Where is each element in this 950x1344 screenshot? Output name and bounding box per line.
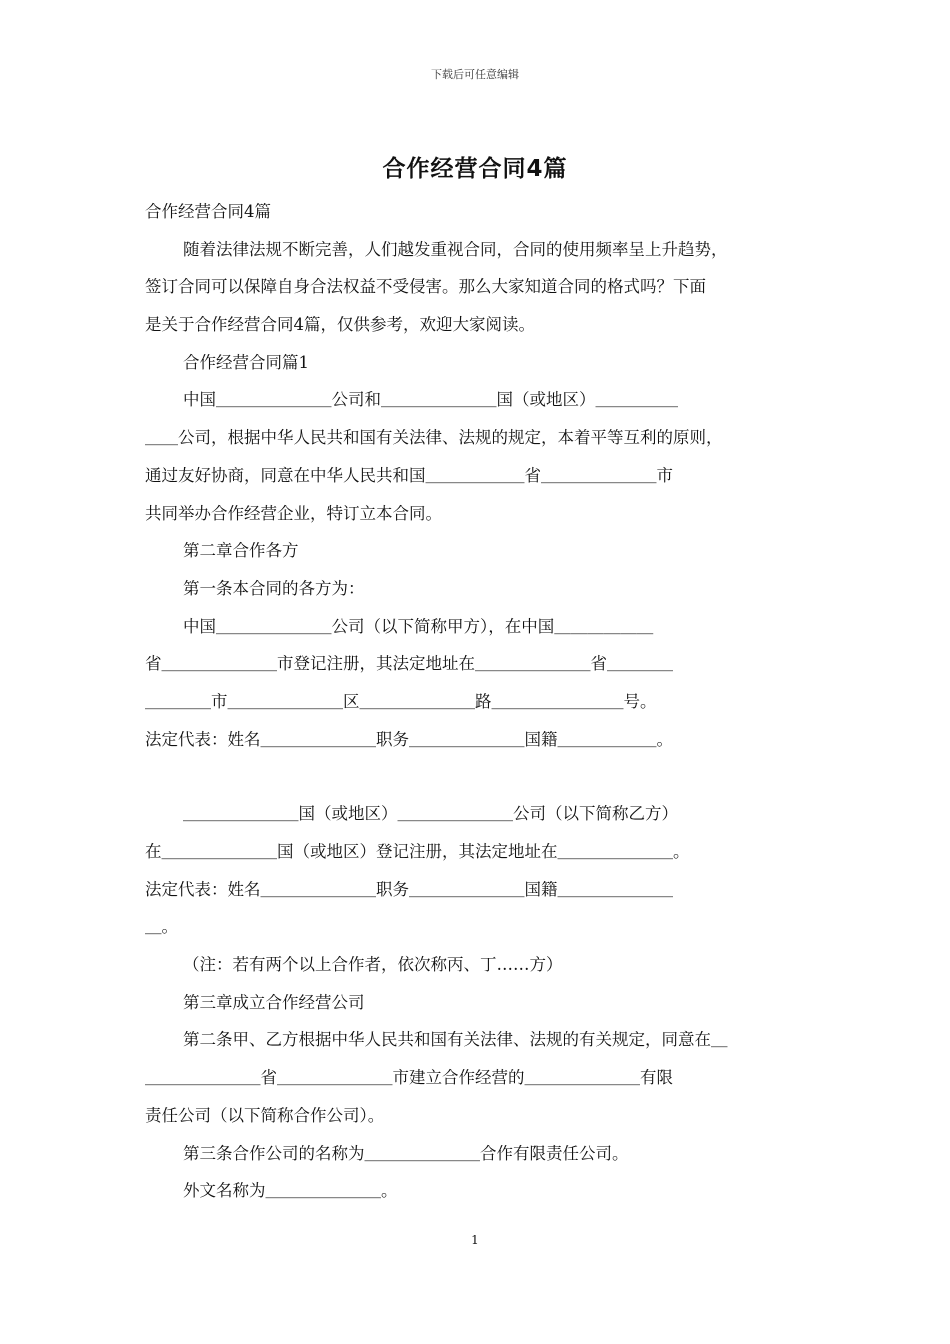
- preamble-line-4: 共同举办合作经营企业，特订立本合同。: [145, 503, 442, 523]
- chapter-2-heading: 第二章合作各方: [183, 541, 299, 561]
- foreign-name-line: 外文名称为＿＿＿＿＿＿＿。: [183, 1181, 398, 1201]
- document-body: [145, 198, 825, 1215]
- section-heading-1: 合作经营合同篇1: [183, 352, 309, 372]
- article-2-line-2: ＿＿＿＿＿＿＿省＿＿＿＿＿＿＿市建立合作经营的＿＿＿＿＿＿＿有限: [145, 1068, 673, 1088]
- article-1-heading: 第一条本合同的各方为：: [183, 578, 365, 598]
- party-a-line-1: 中国＿＿＿＿＿＿＿公司（以下简称甲方），在中国＿＿＿＿＿＿: [183, 616, 654, 636]
- note-line: （注：若有两个以上合作者，依次称丙、丁……方）: [183, 955, 563, 975]
- page-number: 1: [471, 1233, 479, 1247]
- article-3-line: 第三条合作公司的名称为＿＿＿＿＿＿＿合作有限责任公司。: [183, 1143, 629, 1163]
- intro-line-2: 签订合同可以保障自身合法权益不受侵害。那么大家知道合同的格式吗？下面: [145, 277, 706, 297]
- party-b-line-2: 在＿＿＿＿＿＿＿国（或地区）登记注册，其法定地址在＿＿＿＿＿＿＿。: [145, 842, 690, 861]
- intro-line-3: 是关于合作经营合同4篇，仅供参考，欢迎大家阅读。: [145, 315, 535, 335]
- party-a-line-2: 省＿＿＿＿＿＿＿市登记注册，其法定地址在＿＿＿＿＿＿＿省＿＿＿＿: [145, 654, 673, 674]
- preamble-line-2: ＿＿公司，根据中华人民共和国有关法律、法规的规定，本着平等互利的原则，: [145, 428, 723, 448]
- page-header-note: 下载后可任意编辑: [431, 68, 519, 81]
- party-b-representative: 法定代表：姓名＿＿＿＿＿＿＿职务＿＿＿＿＿＿＿国籍＿＿＿＿＿＿＿: [145, 879, 673, 899]
- preamble-line-3: 通过友好协商，同意在中华人民共和国＿＿＿＿＿＿省＿＿＿＿＿＿＿市: [145, 465, 673, 485]
- article-2-line-3: 责任公司（以下简称合作公司）。: [145, 1105, 385, 1125]
- article-2-line-1: 第二条甲、乙方根据中华人民共和国有关法律、法规的有关规定，同意在＿: [183, 1030, 728, 1050]
- party-b-line-1: ＿＿＿＿＿＿＿国（或地区）＿＿＿＿＿＿＿公司（以下简称乙方）: [183, 804, 678, 824]
- subtitle-line: 合作经营合同4篇: [145, 202, 271, 221]
- preamble-line-1: 中国＿＿＿＿＿＿＿公司和＿＿＿＿＿＿＿国（或地区）＿＿＿＿＿: [183, 390, 678, 410]
- paragraph-gap: [145, 763, 825, 800]
- party-a-representative: 法定代表：姓名＿＿＿＿＿＿＿职务＿＿＿＿＿＿＿国籍＿＿＿＿＿＿。: [145, 729, 673, 749]
- chapter-3-heading: 第三章成立合作经营公司: [183, 992, 365, 1012]
- intro-line-1: 随着法律法规不断完善，人们越发重视合同，合同的使用频率呈上升趋势，: [183, 239, 728, 259]
- document-title: 合作经营合同4篇: [382, 156, 568, 182]
- party-a-line-3: ＿＿＿＿市＿＿＿＿＿＿＿区＿＿＿＿＿＿＿路＿＿＿＿＿＿＿＿号。: [145, 691, 657, 711]
- party-b-representative-end: ＿。: [145, 917, 178, 937]
